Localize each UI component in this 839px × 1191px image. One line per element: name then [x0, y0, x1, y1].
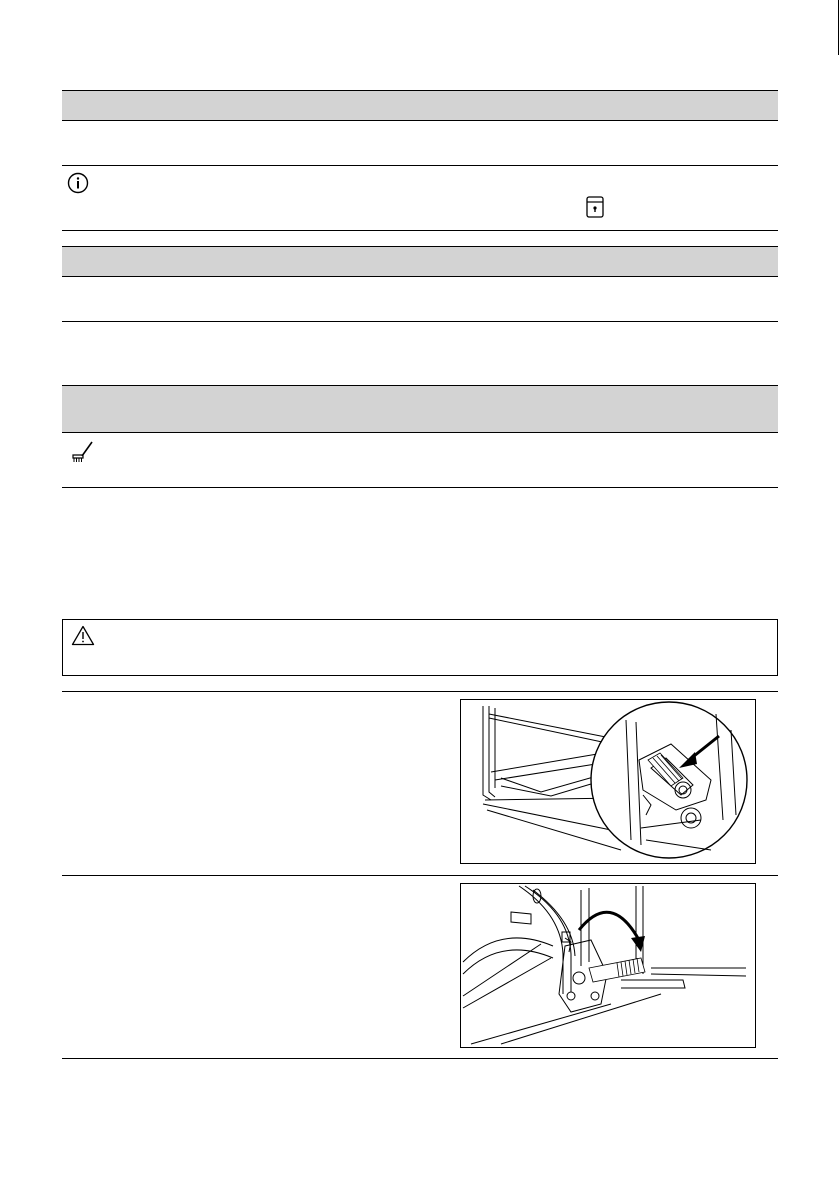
table-rule: [62, 230, 778, 231]
table-header-band: [62, 90, 778, 120]
door-lock-icon: [586, 196, 604, 218]
table-header-band: [62, 246, 778, 276]
table-rule: [62, 691, 778, 692]
table-rule: [62, 246, 778, 247]
table-rule: [62, 321, 778, 322]
table-rule: [62, 432, 778, 433]
info-icon: [67, 172, 89, 194]
warning-triangle-icon: [71, 625, 95, 646]
table-rule: [62, 487, 778, 488]
table-rule: [62, 120, 778, 121]
table-rule: [62, 90, 778, 91]
warning-box: [62, 619, 778, 676]
table-rule: [62, 1058, 778, 1059]
table-rule: [62, 276, 778, 277]
table-rule: [62, 875, 778, 876]
table-header-band: [62, 385, 778, 432]
table-rule: [62, 385, 778, 386]
table-rule: [62, 165, 778, 166]
hinge-lever-closeup-illustration: [460, 699, 756, 864]
cleaning-brush-icon: [70, 440, 96, 464]
hinge-lever-rotate-illustration: [460, 883, 756, 1048]
